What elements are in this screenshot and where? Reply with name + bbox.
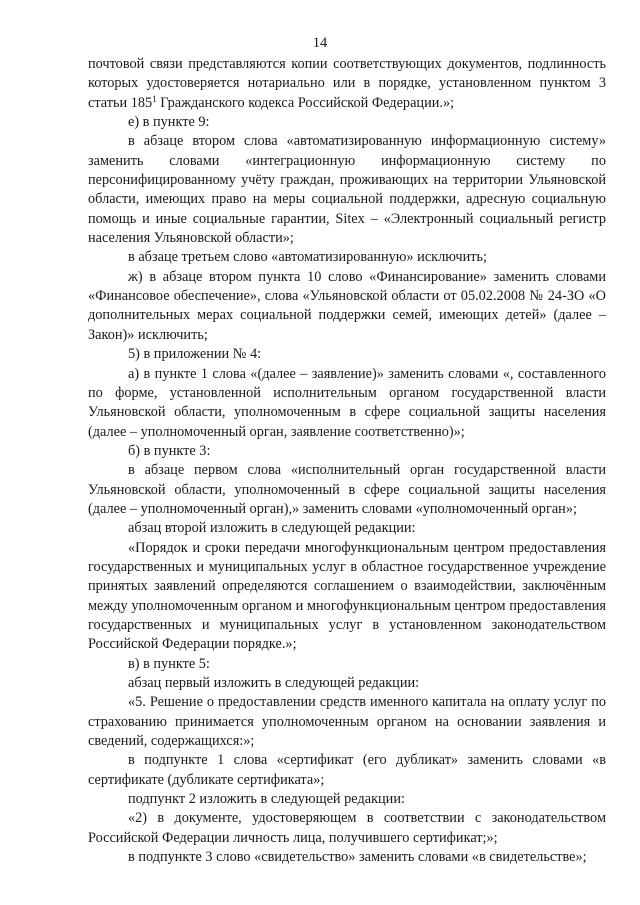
- paragraph: [88, 55, 606, 113]
- document-body: [88, 55, 606, 867]
- paragraph: абзац второй изложить в следующей редакции:: [128, 520, 416, 537]
- paragraph: в подпункте 1 слова «сертификат (его дубликат» заменить словами «в сертификате (дубликате сертификата»;: [88, 752, 606, 788]
- superscript: 1: [152, 93, 157, 104]
- paragraph: «5. Решение о предоставлении средств именного капитала на оплату услуг по страхованию принимается уполномоченным органом на основании заявления и сведений, содержащихся:»;: [88, 694, 606, 750]
- paragraph: подпункт 2 изложить в следующей редакции:: [128, 791, 405, 808]
- paragraph: е) в пункте 9:: [128, 114, 210, 131]
- paragraph: в абзаце третьем слово «автоматизированную» исключить;: [128, 249, 487, 266]
- paragraph: «2) в документе, удостоверяющем в соответствии с законодательством Российской Федерации личность лица, получившего сертификат;»;: [88, 810, 606, 846]
- paragraph-text: почтовой связи представляются копии соответствующих документов, подлинность которых удостоверяется нотариально или в порядке, установленном пунктом 3 статьи 185: [88, 56, 606, 111]
- paragraph-text-tail: Гражданского кодекса Российской Федерации.»;: [156, 94, 455, 111]
- page-number: 14: [312, 35, 328, 51]
- paragraph: в абзаце первом слова «исполнительный орган государственной власти Ульяновской области, уполномоченный в сфере социальной защиты населения (далее – уполномоченный орган),» заменить словами «уполномоченный орган»;: [88, 462, 606, 517]
- paragraph: б) в пункте 3:: [128, 442, 211, 459]
- paragraph: «Порядок и сроки передачи многофункциональным центром предоставления государственных и муниципальных услуг в областное государственное учреждение принятых заявлений определяются соглашением о взаимодействии, заключённым между уполномоченным органом и многофункциональным центром предоставления государственных и муниципальных услуг в установленном законодательством Российской Федерации порядке.»;: [88, 539, 606, 653]
- paragraph: в подпункте 3 слово «свидетельство» заменить словами «в свидетельстве»;: [128, 849, 587, 866]
- paragraph: абзац первый изложить в следующей редакции:: [128, 675, 420, 691]
- paragraph: ж) в абзаце втором пункта 10 слово «Финансирование» заменить словами «Финансовое обеспечение», слова «Ульяновской области от 05.02.2008 № 24-ЗО «О дополнительных мерах социальной поддержки семей, имеющих детей» (далее – Закон)» исключить;: [88, 268, 606, 343]
- paragraph: в) в пункте 5:: [128, 655, 210, 672]
- paragraph: 5) в приложении № 4:: [128, 346, 262, 363]
- paragraph: в абзаце втором слова «автоматизированную информационную систему» заменить словами «интеграционную информационную систему по персонифицированному учёту граждан, проживающих на территории Ульяновской области, имеющих право на меры социальной поддержки, адресную социальную помощь и иные социальные гарантии, Sitex – «Электронный социальный регистр населения Ульяновской области»;: [88, 133, 606, 247]
- paragraph: а) в пункте 1 слова «(далее – заявление)» заменить словами «, составленного по форме, установленной исполнительным органом государственной власти Ульяновской области, уполномоченным в сфере социальной защиты населения (далее – уполномоченный орган, заявление соответственно)»;: [88, 365, 606, 440]
